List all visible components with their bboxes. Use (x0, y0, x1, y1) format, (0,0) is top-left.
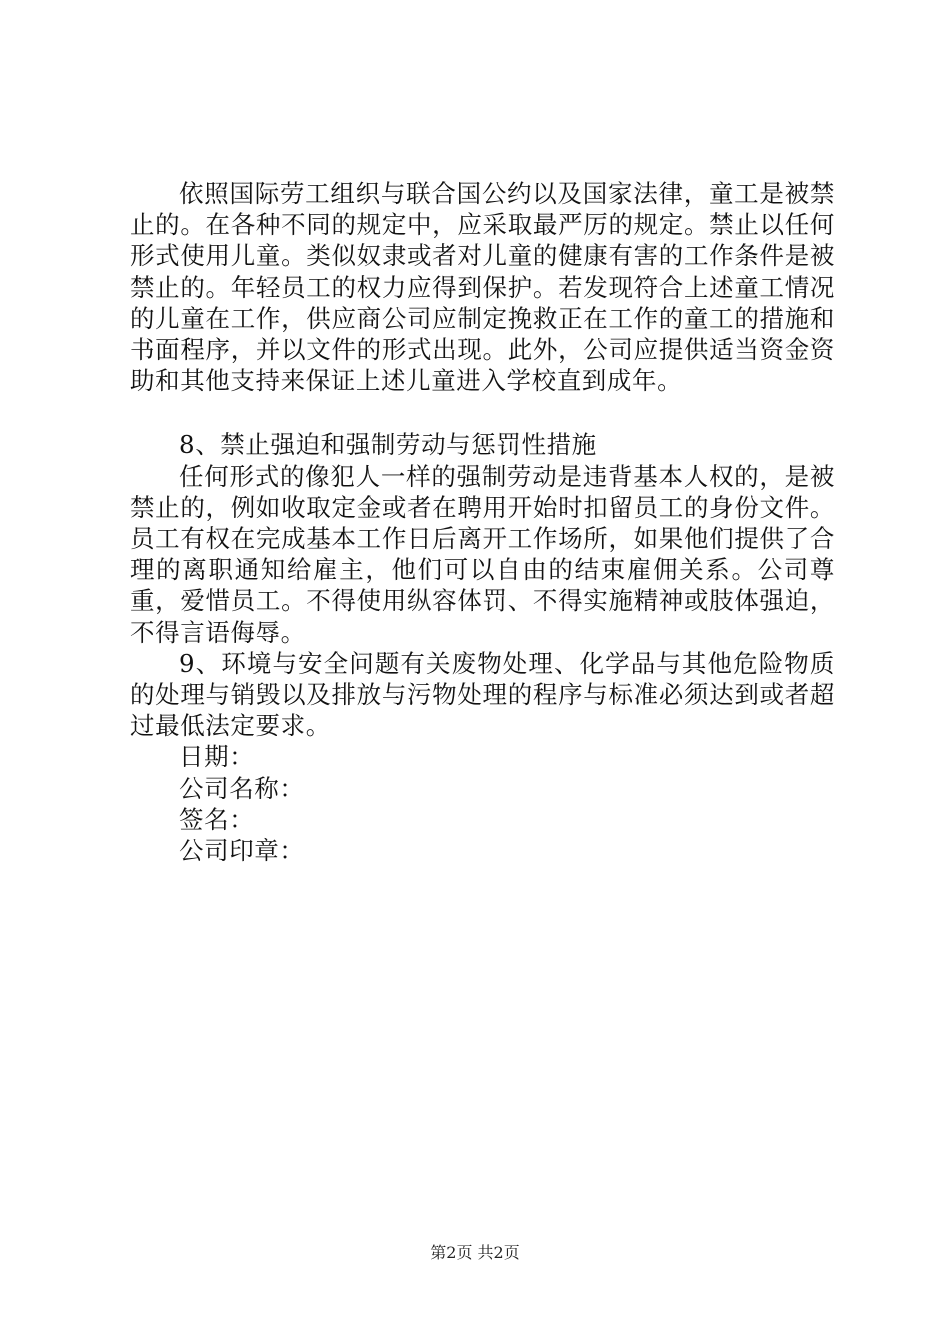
field-company-seal: 公司印章： (179, 836, 305, 866)
section-9-body: 9、环境与安全问题有关废物处理、化学品与其他危险物质的处理与销毁以及排放与污物处理的程序与标准必须达到或者超过最低法定要求。 (130, 648, 835, 741)
field-company-name: 公司名称： (179, 773, 305, 803)
page-indicator: 第2页 共2页 (430, 1243, 520, 1262)
page-footer (0, 1243, 950, 1263)
paragraph-child-labor: 依照国际劳工组织与联合国公约以及国家法律，童工是被禁止的。在各种不同的规定中，应采取最严厉的规定。禁止以任何形式使用儿童。类似奴隶或者对儿童的健康有害的工作条件是被禁止的。年轻员工的权力应得到保护。若发现符合上述童工情况的儿童在工作，供应商公司应制定挽救正在工作的童工的措施和书面程序，并以文件的形式出现。此外，公司应提供适当资金资助和其他支持来保证上述儿童进入学校直到成年。 (130, 179, 835, 396)
field-signature: 签名： (179, 804, 255, 834)
section-8-body: 任何形式的像犯人一样的强制劳动是违背基本人权的，是被禁止的，例如收取定金或者在聘用开始时扣留员工的身份文件。员工有权在完成基本工作日后离开工作场所，如果他们提供了合理的离职通知给雇主，他们可以自由的结束雇佣关系。公司尊重，爱惜员工。不得使用纵容体罚、不得实施精神或肢体强迫，不得言语侮辱。 (130, 461, 835, 647)
section-8-heading: 8、禁止强迫和强制劳动与惩罚性措施 (179, 430, 597, 460)
field-date: 日期： (179, 742, 255, 772)
paragraph-gap (130, 396, 835, 429)
document-body (130, 178, 835, 866)
